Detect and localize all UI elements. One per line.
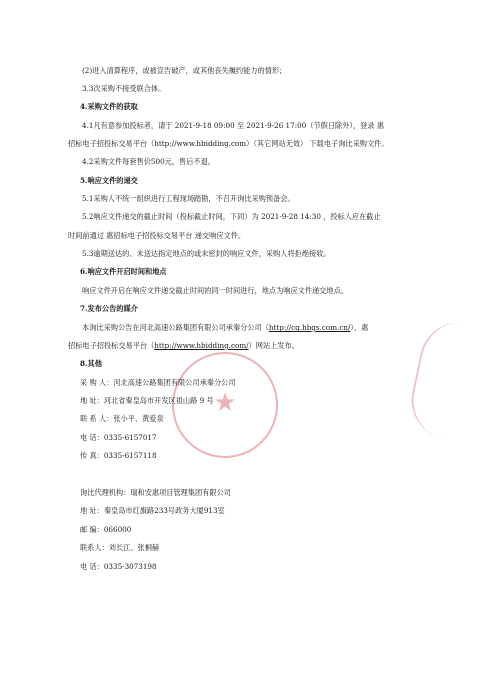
- text-line: 招标电子招投标交易平台（http://www.hbidding.com）（其它网站无效） 下载电子询比采购文件。: [68, 139, 389, 148]
- side-seal: [404, 315, 468, 439]
- text-line: 4.1凡有意参加投标者，请于 2021-9-18 09:00 至 2021-9-26 17:00（节假日除外），登录 惠: [82, 121, 385, 130]
- contact-line: 电 话：0335-6157017: [80, 433, 157, 442]
- contact-line: 联 系 人：张小平、黄爱泉: [80, 414, 164, 423]
- section-heading: 5.响应文件的递交: [80, 176, 138, 185]
- company-seal: ★: [172, 352, 278, 458]
- text-line: 5.1采购人不统一组织进行工程现场踏勘，不召开询比采购预备会。: [82, 194, 295, 203]
- text-line: 时间前通过 惠招标电子招投标交易平台 递交响应文件。: [68, 231, 246, 240]
- section-heading: 7.发布公告的媒介: [80, 304, 138, 313]
- contact-line: 传 真：0335-6157118: [80, 451, 157, 460]
- section-heading: 6.响应文件开启时间和地点: [80, 267, 167, 276]
- text-line: 5.2响应文件递交的截止时间（投标截止时间，下同）为 2021-9-28 14:30 ，投标人应在截止: [82, 212, 381, 221]
- text-span: 本询比采购公告在河北高速公路集团有限公司承秦分公司（: [82, 323, 269, 332]
- agent-line: 联系人：刘长江、张桐赫: [80, 543, 160, 552]
- text-span: ）、惠: [350, 323, 369, 332]
- agent-line: 询比代理机构：瑞和安惠项目管理集团有限公司: [80, 488, 231, 497]
- contact-line: 地 址：河北省秦皇岛市开发区祖山路 9 号: [80, 396, 214, 405]
- text-line: 5.3逾期送达的、未送达指定地点的或未密封的响应文件，采购人将拒绝接收。: [82, 249, 331, 258]
- section-heading: 8.其他: [80, 359, 102, 368]
- text-line: (2)进入清算程序，或被宣告破产，或其他丧失履约能力的情形；: [82, 66, 287, 75]
- section-heading: 4.采购文件的获取: [80, 102, 138, 111]
- text-line: 3.3次采购不接受联合体。: [82, 84, 166, 93]
- agent-line: 地 址：秦皇岛市红旗路233号政务大厦913室: [80, 506, 225, 515]
- text-line: [82, 323, 368, 333]
- hbidding-link[interactable]: http://www.hbidding.com/: [154, 341, 249, 350]
- text-line: [68, 341, 299, 351]
- text-span: 招标电子招投标交易平台（: [68, 341, 155, 350]
- agent-line: 邮 编：066000: [80, 525, 132, 534]
- text-line: 4.2采购文件每套售价500元，售后不退。: [82, 157, 215, 166]
- agent-line: 电 话：0335-3073198: [80, 562, 157, 571]
- text-line: 响应文件开启在响应文件递交截止时间的同一时间进行，地点为响应文件递交地点。: [82, 286, 348, 295]
- hbgs-link[interactable]: http://cq.hbgs.com.cn/: [268, 323, 351, 332]
- contact-line: 采 购 人：河北高速公路集团有限公司承秦分公司: [80, 378, 236, 387]
- text-span: ）网站上发布。: [248, 341, 299, 350]
